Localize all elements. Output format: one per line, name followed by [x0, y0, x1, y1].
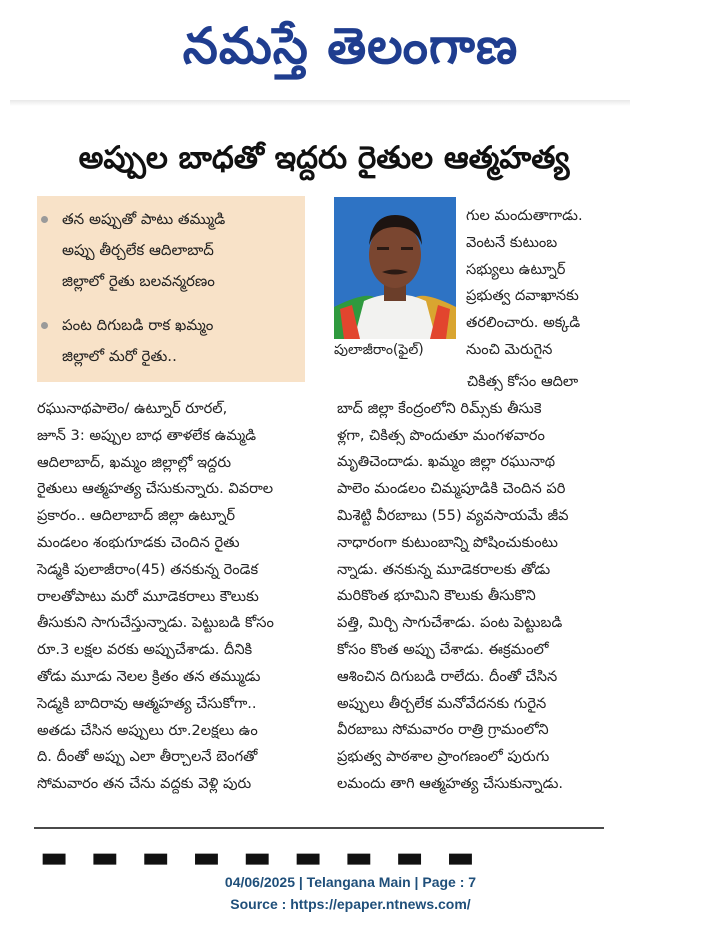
text-line: సోమవారం తన చేను వద్దకు వెళ్లి పురు: [37, 775, 252, 793]
text-line: బాద్ జిల్లా కేంద్రంలోని రిమ్స్‌కు తీసుకె: [337, 399, 542, 417]
text-line: పత్తి, మిర్చి సాగుచేశాడు. పంట పెట్టుబడి: [337, 614, 563, 632]
photo-caption: పులాజీరాం(ఫైల్): [334, 342, 424, 358]
next-article-headline-cropped: [40, 837, 600, 875]
text-line: రఘునాథపాలెం/ ఉట్నూర్ రూరల్,: [37, 400, 228, 417]
highlight-item: [48, 310, 312, 372]
text-line: పాలెం మండలం చిమ్మపూడికి చెందిన పరి: [337, 480, 566, 498]
article-column-right-top: [466, 203, 608, 364]
text-line: సభ్యులు ఉట్నూర్: [466, 260, 566, 278]
text-line: రైతులు ఆత్మహత్య చేసుకున్నారు. వివరాల: [37, 480, 274, 498]
text-line: గుల మందుతాగాడు.: [466, 207, 583, 224]
cropped-headline-glyphs: ▬ ▬ ▬ ▬ ▬ ▬ ▬ ▬ ▬: [40, 840, 481, 875]
newspaper-logo: నమస్తే తెలంగాణ: [182, 17, 519, 75]
bullet-icon: [41, 322, 48, 329]
text-line: మిశెట్టి వీరబాబు (55) వ్యవసాయమే జీవ: [337, 506, 569, 524]
text-line: జూన్ 3: అప్పుల బాధ తాళలేక ఉమ్మడి: [37, 426, 257, 444]
text-line: అతడు చేసిన అప్పులు రూ.2లక్షలు ఉం: [37, 721, 258, 739]
text-line: ది. దీంతో అప్పు ఎలా తీర్చాలనే బెంగతో: [37, 748, 258, 766]
text-line: నాధారంగా కుటుంబాన్ని పోషించుకుంటు: [337, 533, 558, 551]
text-line: ప్రభుత్వ దవాఖానకు: [466, 287, 579, 305]
text-line: లమందు తాగి ఆత్మహత్య చేసుకున్నాడు.: [337, 774, 564, 792]
text-line: మృతిచెందాడు. ఖమ్మం జిల్లా రఘునాథ: [337, 453, 556, 471]
text-line: నుంచి మెరుగైన: [466, 340, 553, 358]
clipping-edge-shadow: [10, 100, 630, 106]
text-line: ప్రభుత్వ పాఠశాల ప్రాంగణంలో పురుగు: [337, 748, 550, 766]
article-column-left: [37, 396, 309, 798]
text-line: రాలతోపాటు మరో మూడెకరాలు కౌలుకు: [37, 587, 259, 605]
highlight-item: [48, 204, 312, 297]
portrait-image: [334, 197, 456, 339]
text-line: కోసం కొంత అప్పు చేశాడు. ఈక్రమంలో: [337, 640, 549, 658]
farmer-photo: [334, 197, 456, 339]
article-headline: అప్పుల బాధతో ఇద్దరు రైతుల ఆత్మహత్య: [78, 140, 570, 176]
section-divider: [34, 827, 604, 829]
text-line: సెడ్మకి పులాజీరాం(45) తనకున్న రెండెక: [37, 560, 259, 578]
text-line: తరలించారు. అక్కడి: [466, 314, 581, 332]
text-line: న్నాడు. తనకున్న మూడెకరాలకు తోడు: [337, 560, 551, 578]
text-line: ళ్లగా, చికిత్స పొందుతూ మంగళవారం: [337, 426, 545, 444]
text-line: తీసుకుని సాగుచేస్తున్నాడు. పెట్టుబడి కోసం: [37, 614, 274, 632]
article-column-right: [337, 369, 607, 798]
footer-source[interactable]: Source : https://epaper.ntnews.com/: [230, 896, 471, 912]
highlight-text: పంట దిగుబడి రాక ఖమ్మం జిల్లాలో మరో రైతు..: [62, 316, 214, 365]
text-line: వీరబాబు సోమవారం రాత్రి గ్రామంలోని: [337, 721, 549, 739]
text-line: వెంటనే కుటుంబ: [466, 233, 558, 251]
text-line: ఆదిలాబాద్, ఖమ్మం జిల్లాల్లో ఇద్దరు: [37, 453, 232, 471]
text-line: రూ.3 లక్షల వరకు అప్పుచేశాడు. దీనికి: [37, 641, 253, 659]
footer-edition-info: 04/06/2025 | Telangana Main | Page : 7: [224, 874, 477, 890]
bullet-icon: [41, 216, 48, 223]
text-line: తోడు మూడు నెలల క్రితం తన తమ్ముడు: [37, 667, 261, 685]
highlight-text: తన అప్పుతో పాటు తమ్ముడి అప్పు తీర్చలేక ఆదిలాబాద్ జిల్లాలో రైతు బలవన్మరణం: [62, 210, 226, 290]
text-line: మండలం శంభుగూడకు చెందిన రైతు: [37, 533, 240, 551]
text-line: మరికొంత భూమిని కౌలుకు తీసుకొని: [337, 587, 536, 605]
masthead: [0, 0, 701, 92]
text-line: చికిత్స కోసం ఆదిలా: [467, 373, 579, 390]
text-line: ఆశించిన దిగుబడి రాలేదు. దీంతో చేసిన: [337, 667, 558, 685]
text-line: సెడ్మకి బాదిరావు ఆత్మహత్య చేసుకోగా..: [37, 694, 257, 712]
text-line: ప్రకారం.. ఆదిలాబాద్ జిల్లా ఉట్నూర్: [37, 507, 236, 525]
text-line: అప్పులు తీర్చలేక మనోవేదనకు గురైన: [337, 694, 547, 712]
